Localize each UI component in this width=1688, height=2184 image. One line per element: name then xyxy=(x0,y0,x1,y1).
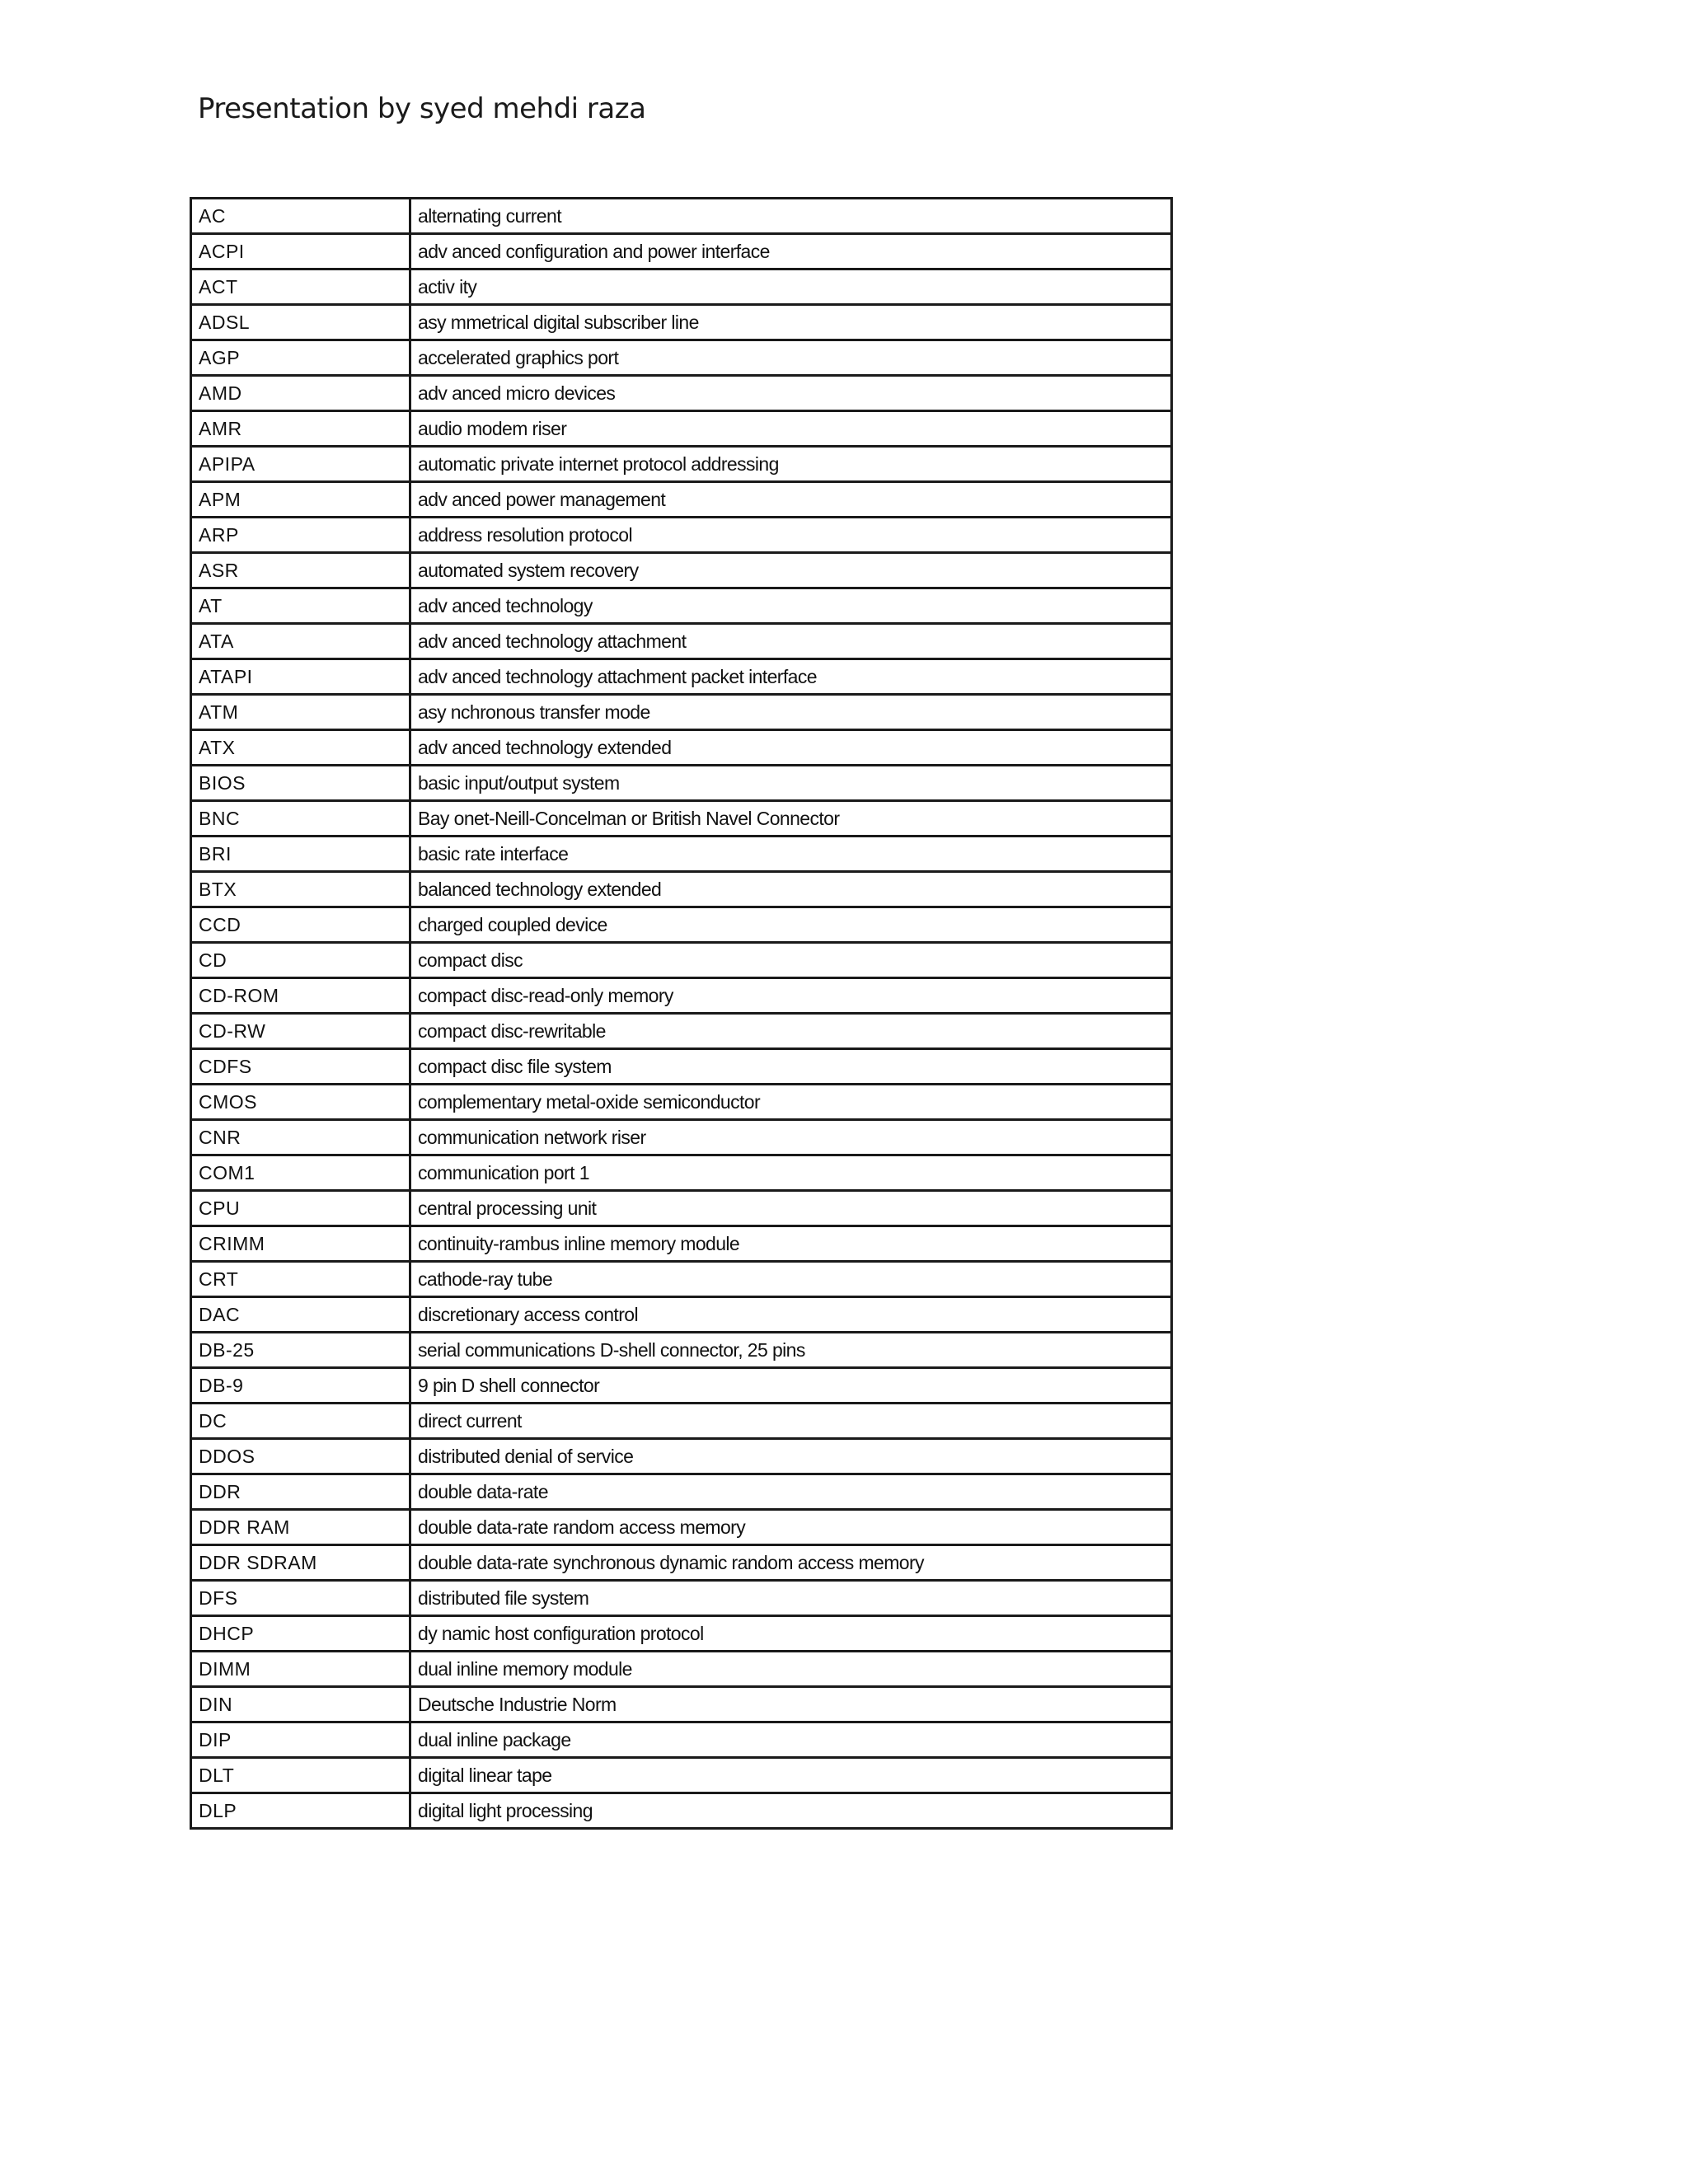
acronym-cell: ATA xyxy=(191,624,410,659)
table-row xyxy=(191,1439,1172,1474)
table-row xyxy=(191,1049,1172,1085)
table-row xyxy=(191,801,1172,837)
definition-cell: digital linear tape xyxy=(410,1758,1172,1793)
definition-cell: communication network riser xyxy=(410,1120,1172,1155)
acronym-cell: ACT xyxy=(191,269,410,305)
table-row xyxy=(191,1155,1172,1191)
definition-cell: automatic private internet protocol addressing xyxy=(410,447,1172,482)
table-row xyxy=(191,1297,1172,1333)
definition-cell: direct current xyxy=(410,1404,1172,1439)
definition-cell: adv anced technology extended xyxy=(410,730,1172,766)
definition-cell: discretionary access control xyxy=(410,1297,1172,1333)
acronym-cell: CRT xyxy=(191,1262,410,1297)
definition-cell: double data-rate synchronous dynamic random access memory xyxy=(410,1545,1172,1581)
definition-cell: digital light processing xyxy=(410,1793,1172,1829)
acronym-cell: AC xyxy=(191,199,410,234)
acronym-cell: CMOS xyxy=(191,1085,410,1120)
acronym-cell: ACPI xyxy=(191,234,410,269)
acronym-table xyxy=(190,197,1173,1830)
table-row xyxy=(191,588,1172,624)
acronym-cell: DFS xyxy=(191,1581,410,1616)
table-row xyxy=(191,518,1172,553)
table-row xyxy=(191,447,1172,482)
acronym-cell: BNC xyxy=(191,801,410,837)
definition-cell: Bay onet-Neill-Concelman or British Navel Connector xyxy=(410,801,1172,837)
table-row xyxy=(191,1085,1172,1120)
acronym-cell: DDR SDRAM xyxy=(191,1545,410,1581)
definition-cell: charged coupled device xyxy=(410,907,1172,943)
acronym-cell: CDFS xyxy=(191,1049,410,1085)
acronym-cell: DLP xyxy=(191,1793,410,1829)
definition-cell: central processing unit xyxy=(410,1191,1172,1226)
table-row xyxy=(191,1368,1172,1404)
table-row xyxy=(191,1652,1172,1687)
acronym-cell: DDR RAM xyxy=(191,1510,410,1545)
definition-cell: compact disc file system xyxy=(410,1049,1172,1085)
acronym-cell: DB-25 xyxy=(191,1333,410,1368)
definition-cell: activ ity xyxy=(410,269,1172,305)
table-row xyxy=(191,872,1172,907)
definition-cell: basic rate interface xyxy=(410,837,1172,872)
definition-cell: audio modem riser xyxy=(410,411,1172,447)
acronym-table-body xyxy=(191,199,1172,1829)
table-row xyxy=(191,1262,1172,1297)
definition-cell: dual inline package xyxy=(410,1722,1172,1758)
table-row xyxy=(191,376,1172,411)
definition-cell: adv anced micro devices xyxy=(410,376,1172,411)
acronym-cell: BTX xyxy=(191,872,410,907)
definition-cell: asy mmetrical digital subscriber line xyxy=(410,305,1172,340)
acronym-cell: AGP xyxy=(191,340,410,376)
table-row xyxy=(191,234,1172,269)
definition-cell: compact disc-rewritable xyxy=(410,1014,1172,1049)
table-row xyxy=(191,1474,1172,1510)
table-row xyxy=(191,1687,1172,1722)
acronym-cell: AMD xyxy=(191,376,410,411)
definition-cell: double data-rate xyxy=(410,1474,1172,1510)
table-row xyxy=(191,695,1172,730)
acronym-cell: ATM xyxy=(191,695,410,730)
acronym-cell: AMR xyxy=(191,411,410,447)
table-row xyxy=(191,1793,1172,1829)
table-row xyxy=(191,730,1172,766)
acronym-cell: DB-9 xyxy=(191,1368,410,1404)
table-row xyxy=(191,305,1172,340)
definition-cell: address resolution protocol xyxy=(410,518,1172,553)
table-row xyxy=(191,199,1172,234)
definition-cell: serial communications D-shell connector, 25 pins xyxy=(410,1333,1172,1368)
acronym-cell: CD-RW xyxy=(191,1014,410,1049)
table-row xyxy=(191,766,1172,801)
table-row xyxy=(191,340,1172,376)
table-row xyxy=(191,1191,1172,1226)
definition-cell: communication port 1 xyxy=(410,1155,1172,1191)
definition-cell: balanced technology extended xyxy=(410,872,1172,907)
table-row xyxy=(191,411,1172,447)
acronym-cell: BRI xyxy=(191,837,410,872)
acronym-cell: DDOS xyxy=(191,1439,410,1474)
table-row xyxy=(191,1014,1172,1049)
definition-cell: accelerated graphics port xyxy=(410,340,1172,376)
definition-cell: compact disc-read-only memory xyxy=(410,978,1172,1014)
acronym-cell: DLT xyxy=(191,1758,410,1793)
definition-cell: dy namic host configuration protocol xyxy=(410,1616,1172,1652)
definition-cell: adv anced configuration and power interface xyxy=(410,234,1172,269)
table-row xyxy=(191,1722,1172,1758)
acronym-cell: CD-ROM xyxy=(191,978,410,1014)
definition-cell: basic input/output system xyxy=(410,766,1172,801)
acronym-cell: DIP xyxy=(191,1722,410,1758)
table-row xyxy=(191,1545,1172,1581)
definition-cell: distributed file system xyxy=(410,1581,1172,1616)
definition-cell: adv anced power management xyxy=(410,482,1172,518)
page-title: Presentation by syed mehdi raza xyxy=(198,92,646,125)
acronym-cell: ATX xyxy=(191,730,410,766)
acronym-cell: DIN xyxy=(191,1687,410,1722)
table-row xyxy=(191,943,1172,978)
acronym-cell: APIPA xyxy=(191,447,410,482)
table-row xyxy=(191,1758,1172,1793)
table-row xyxy=(191,1226,1172,1262)
definition-cell: cathode-ray tube xyxy=(410,1262,1172,1297)
definition-cell: Deutsche Industrie Norm xyxy=(410,1687,1172,1722)
table-row xyxy=(191,482,1172,518)
acronym-cell: DHCP xyxy=(191,1616,410,1652)
acronym-cell: AT xyxy=(191,588,410,624)
acronym-cell: DAC xyxy=(191,1297,410,1333)
acronym-cell: ADSL xyxy=(191,305,410,340)
definition-cell: adv anced technology attachment xyxy=(410,624,1172,659)
definition-cell: continuity-rambus inline memory module xyxy=(410,1226,1172,1262)
table-row xyxy=(191,659,1172,695)
table-row xyxy=(191,269,1172,305)
definition-cell: adv anced technology xyxy=(410,588,1172,624)
definition-cell: 9 pin D shell connector xyxy=(410,1368,1172,1404)
acronym-cell: CNR xyxy=(191,1120,410,1155)
table-row xyxy=(191,1120,1172,1155)
definition-cell: adv anced technology attachment packet interface xyxy=(410,659,1172,695)
definition-cell: double data-rate random access memory xyxy=(410,1510,1172,1545)
acronym-cell: ARP xyxy=(191,518,410,553)
definition-cell: compact disc xyxy=(410,943,1172,978)
acronym-cell: CCD xyxy=(191,907,410,943)
table-row xyxy=(191,837,1172,872)
acronym-cell: DDR xyxy=(191,1474,410,1510)
acronym-cell: APM xyxy=(191,482,410,518)
definition-cell: dual inline memory module xyxy=(410,1652,1172,1687)
definition-cell: complementary metal-oxide semiconductor xyxy=(410,1085,1172,1120)
acronym-cell: DIMM xyxy=(191,1652,410,1687)
table-row xyxy=(191,978,1172,1014)
table-row xyxy=(191,553,1172,588)
acronym-cell: BIOS xyxy=(191,766,410,801)
definition-cell: distributed denial of service xyxy=(410,1439,1172,1474)
definition-cell: alternating current xyxy=(410,199,1172,234)
table-row xyxy=(191,907,1172,943)
table-row xyxy=(191,1333,1172,1368)
acronym-cell: DC xyxy=(191,1404,410,1439)
table-row xyxy=(191,1510,1172,1545)
acronym-cell: ATAPI xyxy=(191,659,410,695)
acronym-cell: CRIMM xyxy=(191,1226,410,1262)
acronym-cell: COM1 xyxy=(191,1155,410,1191)
table-row xyxy=(191,1404,1172,1439)
definition-cell: automated system recovery xyxy=(410,553,1172,588)
table-row xyxy=(191,1616,1172,1652)
acronym-cell: CPU xyxy=(191,1191,410,1226)
acronym-cell: CD xyxy=(191,943,410,978)
table-row xyxy=(191,1581,1172,1616)
acronym-cell: ASR xyxy=(191,553,410,588)
table-row xyxy=(191,624,1172,659)
definition-cell: asy nchronous transfer mode xyxy=(410,695,1172,730)
